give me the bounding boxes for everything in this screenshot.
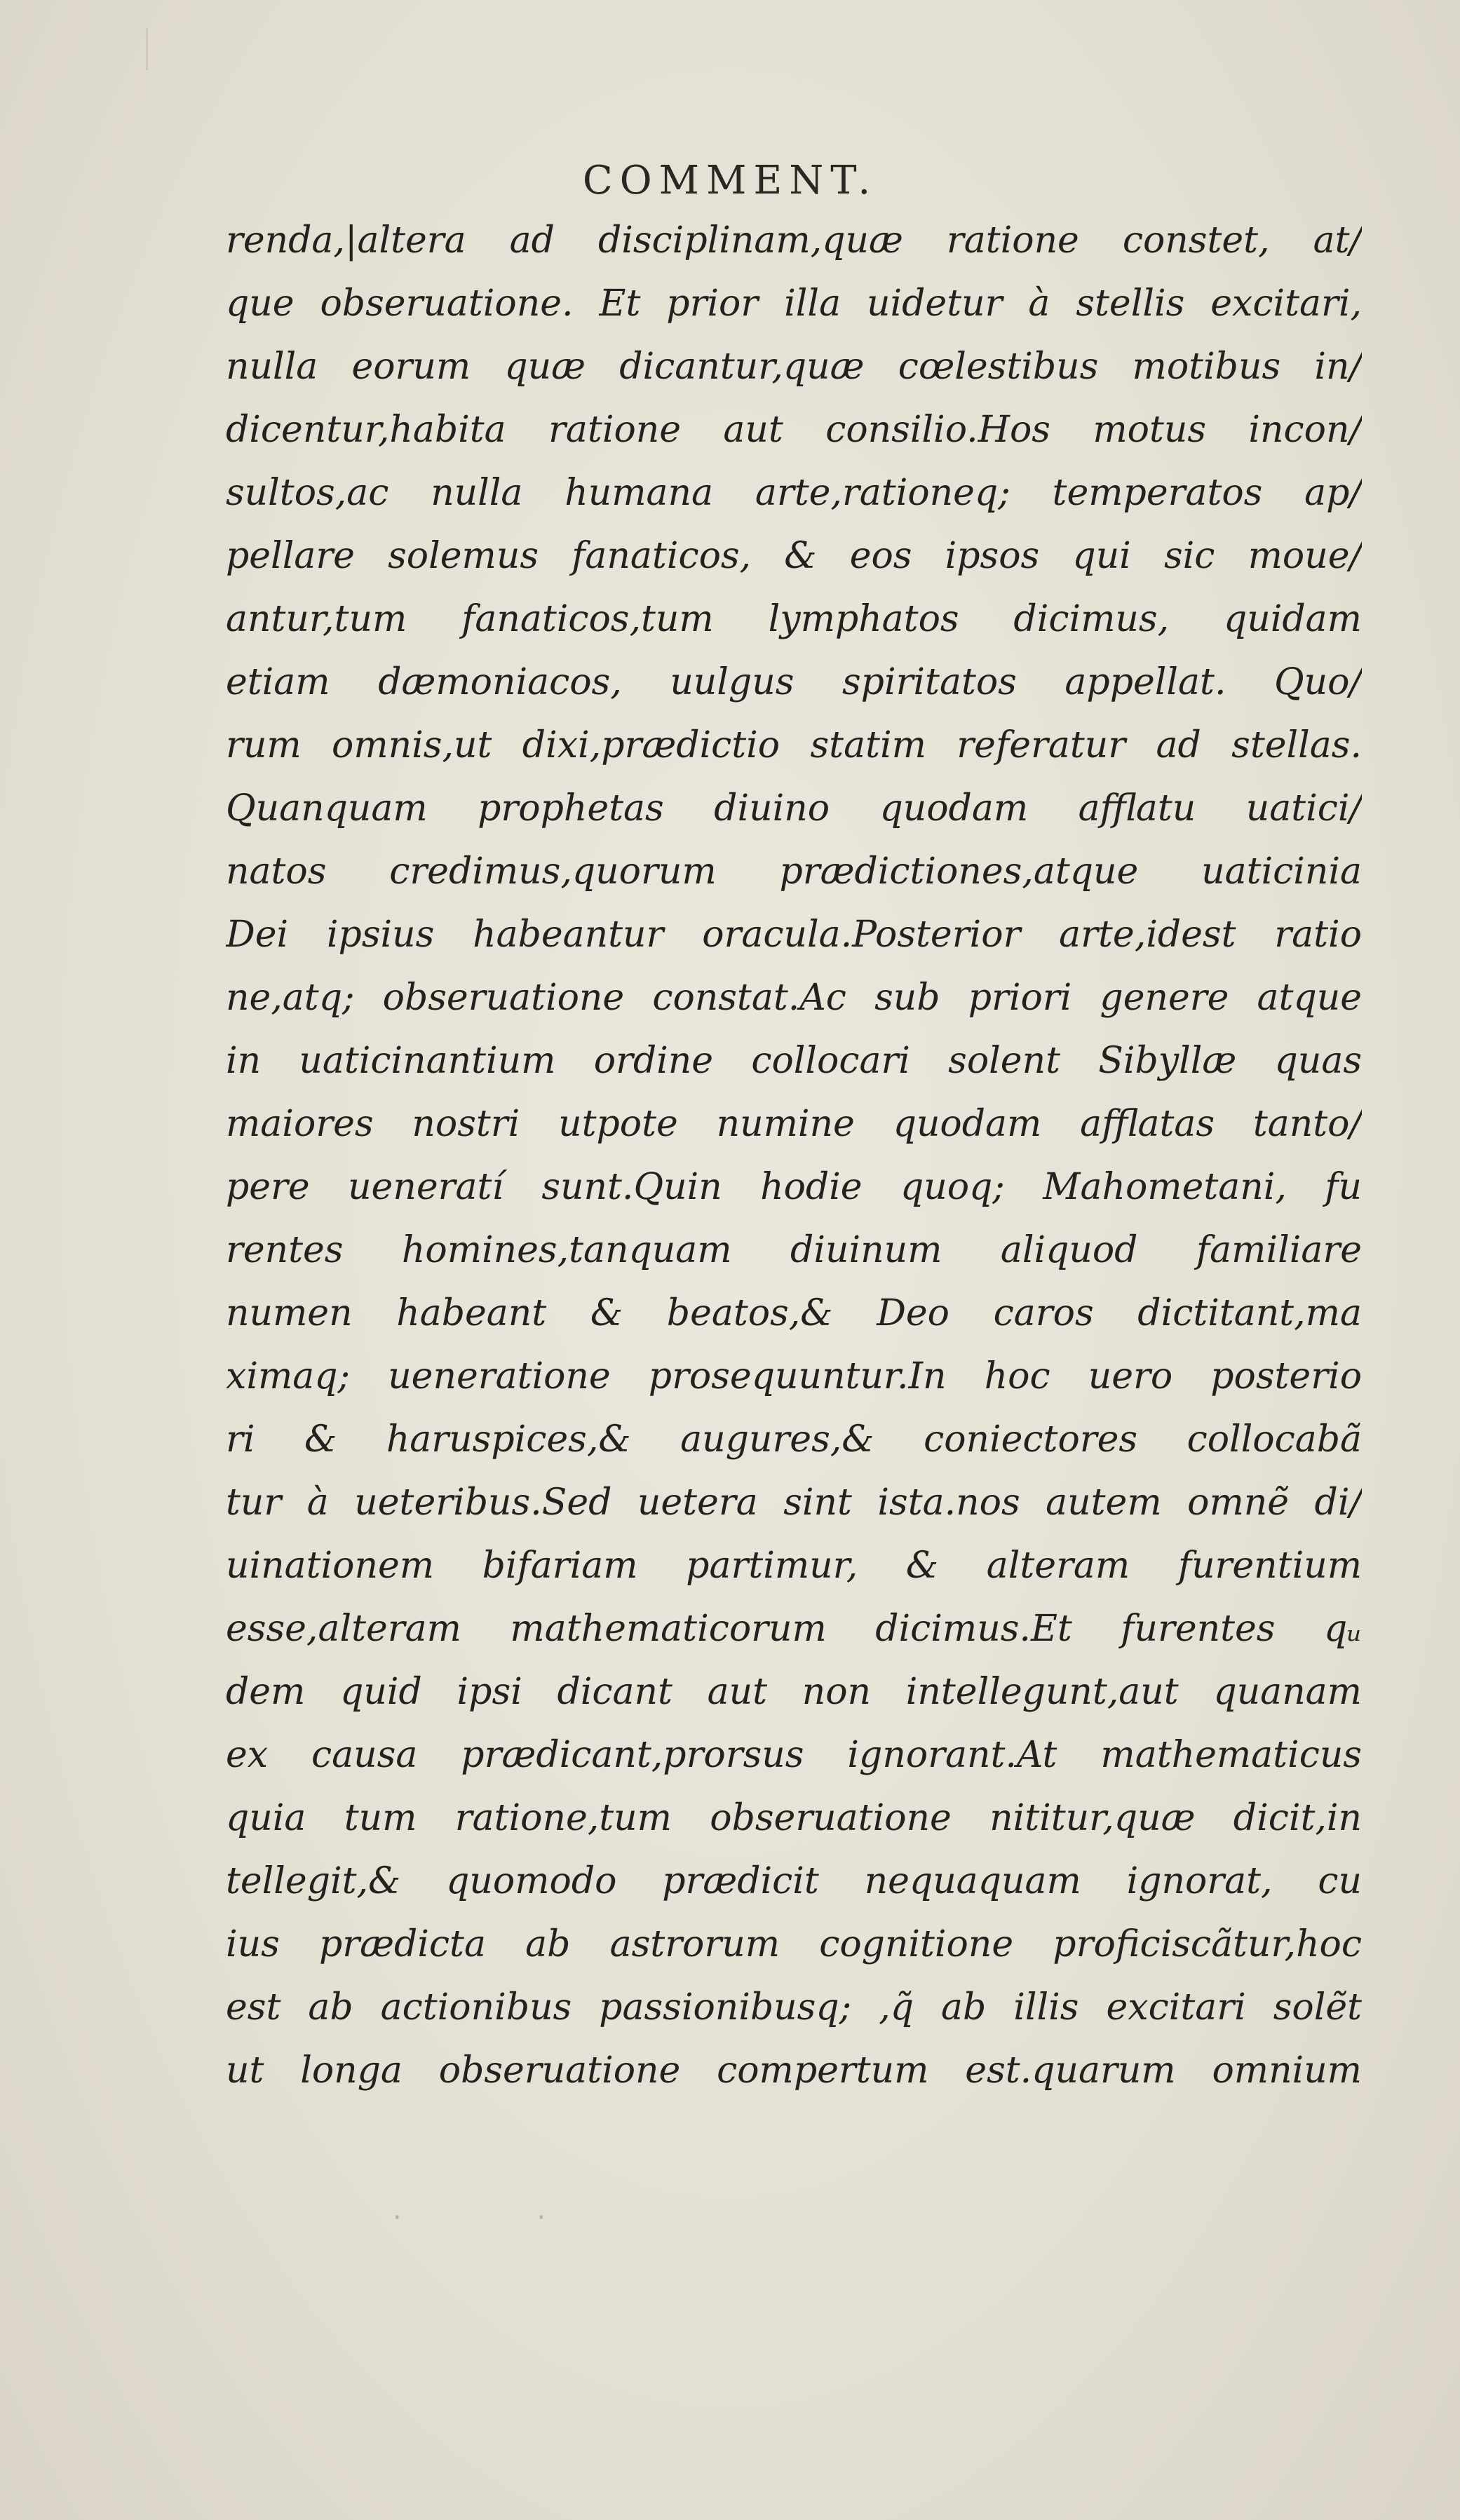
text-line: dicentur,habita ratione aut consilio.Hos motus incon/ (226, 409, 1362, 451)
text-line: rentes homines,tanquam diuinum aliquod familiare (226, 1229, 1362, 1271)
text-line: sultos,ac nulla humana arte,rationeq; temperatos ap/ (226, 472, 1362, 514)
text-line: tellegit,& quomodo prædicit nequaquam ignorat, cu (226, 1860, 1362, 1902)
text-line: Quanquam prophetas diuino quodam afflatu uatici/ (226, 787, 1362, 829)
ink-specks: · · (393, 2202, 609, 2234)
text-line: antur,tum fanaticos,tum lymphatos dicimus, quidam (226, 598, 1362, 640)
text-line: ius prædicta ab astrorum cognitione proficiscãtur,hoc (226, 1923, 1362, 1965)
text-line: ex causa prædicant,prorsus ignorant.At mathematicus (226, 1734, 1362, 1776)
text-line: ri & haruspices,& augures,& coniectores collocabã (226, 1418, 1362, 1461)
text-line: que obseruatione. Et prior illa uidetur à stellis excitari, (226, 283, 1362, 325)
text-line: uinationem bifariam partimur, & alteram furentium (226, 1545, 1362, 1587)
text-line: pere ueneratí sunt.Quin hodie quoq; Mahometani, fu (226, 1166, 1362, 1208)
text-line: est ab actionibus passionibusq; ,q̃ ab illis excitari solẽt (226, 1986, 1362, 2028)
text-line: pellare solemus fanaticos, & eos ipsos qui sic moue/ (226, 535, 1362, 577)
text-line: maiores nostri utpote numine quodam afflatas tanto/ (226, 1103, 1362, 1145)
text-line: etiam dæmoniacos, uulgus spiritatos appellat. Quo/ (226, 661, 1362, 703)
text-line: Dei ipsius habeantur oracula.Posterior arte,idest ratio (226, 914, 1362, 956)
running-head: COMMENT. (582, 158, 878, 203)
text-line: ut longa obseruatione compertum est.quarum omnium (226, 2050, 1362, 2092)
text-line: esse,alteram mathematicorum dicimus.Et furentes qᵤ (226, 1608, 1362, 1650)
text-line: nulla eorum quæ dicantur,quæ cœlestibus motibus in/ (226, 346, 1362, 388)
text-line: tur à ueteribus.Sed uetera sint ista.nos autem omnẽ di/ (226, 1482, 1362, 1524)
text-line: numen habeant & beatos,& Deo caros dictitant,ma (226, 1292, 1362, 1334)
text-line: quia tum ratione,tum obseruatione nititur,quæ dicit,in (226, 1797, 1362, 1839)
text-line: natos credimus,quorum prædictiones,atque uaticinia (226, 851, 1362, 893)
text-block (226, 209, 1362, 2102)
text-line: in uaticinantium ordine collocari solent Sibyllæ quas (226, 1040, 1362, 1082)
text-line: ximaq; ueneratione prosequuntur.In hoc uero posterio (226, 1355, 1362, 1397)
text-line: dem quid ipsi dicant aut non intellegunt,aut quanam (226, 1671, 1362, 1713)
text-line: rum omnis,ut dixi,prædictio statim referatur ad stellas. (226, 724, 1362, 766)
text-line: renda,|altera ad disciplinam,quæ ratione constet, at/ (226, 219, 1362, 262)
margin-mark (146, 28, 148, 70)
text-line: ne,atq; obseruatione constat.Ac sub priori genere atque (226, 977, 1362, 1019)
